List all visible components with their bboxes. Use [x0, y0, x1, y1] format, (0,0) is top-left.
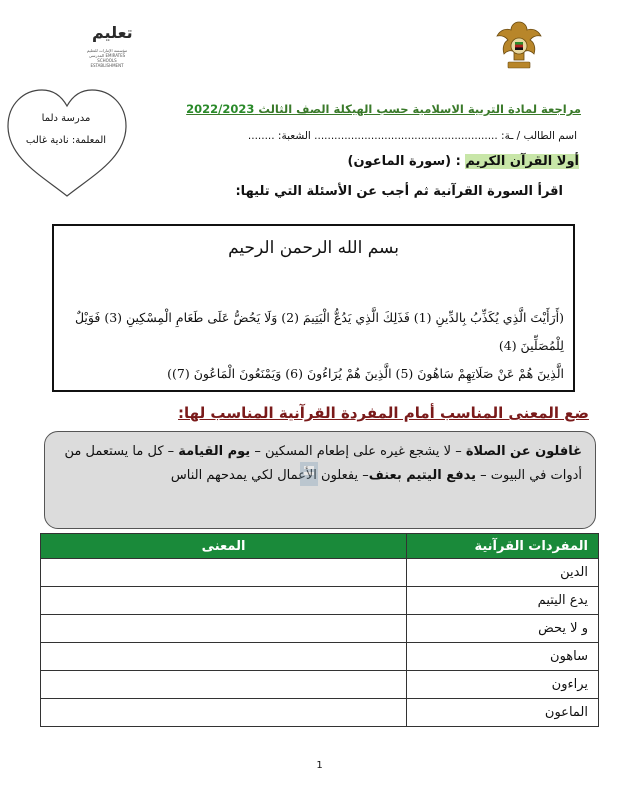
- page-number: 1: [316, 760, 323, 771]
- header-word: المفردات القرآنية: [407, 534, 599, 559]
- bank-item-5: يدفع اليتيم بعنف: [368, 468, 477, 483]
- school-info: [16, 108, 116, 152]
- bank-item-4: – كل ما يستعمل من أدوات في البيوت –: [64, 444, 582, 483]
- bank-item-6: – يفعلون الأعمال لكي يمدحهم الناس: [170, 468, 369, 483]
- table-row: [41, 699, 599, 727]
- logo-subtext: مؤسسة الإمارات للتعليم المدرسي EMIRATES SCHOOLS ESTABLISHMENT: [86, 48, 128, 68]
- table-row: [41, 671, 599, 699]
- word-cell: ساهون: [407, 643, 599, 671]
- word-cell: يراءون: [407, 671, 599, 699]
- section-label: أولا القرآن الكريم: [465, 154, 579, 169]
- word-cell: يدع اليتيم: [407, 587, 599, 615]
- student-name-line: اسم الطالب / ـة: ....................................................... الشعبة: ........: [247, 130, 577, 142]
- table-header-row: [41, 534, 599, 559]
- word-cell: الدين: [407, 559, 599, 587]
- page-title: [186, 102, 581, 116]
- logo-text: تعليم: [92, 23, 133, 42]
- watermark-logo-icon: [290, 458, 390, 518]
- word-cell: و لا يحض: [407, 615, 599, 643]
- surah-name: : (سورة الماعون): [347, 154, 466, 169]
- meaning-cell[interactable]: [41, 559, 407, 587]
- basmala: بسم الله الرحمن الرحيم: [228, 238, 399, 258]
- meaning-cell[interactable]: [41, 699, 407, 727]
- title-year: 2022/2023: [186, 102, 255, 116]
- ministry-logo: [84, 18, 133, 70]
- table-row: [41, 615, 599, 643]
- surah-verses: [64, 304, 564, 388]
- bank-item-2: – لا يشجع غيره على إطعام المسكين –: [250, 444, 466, 459]
- verses-line-1: (أَرَأَيْتَ الَّذِي يُكَذِّبُ بِالدِّينِ (1) فَذَلِكَ الَّذِي يَدُعُّ الْيَتِيمَ (2) وَلَا يَحُضُّ عَلَى طَعَامِ الْمِسْكِينِ (3) فَوَيْلٌ لِلْمُصَلِّينَ (4): [74, 310, 564, 353]
- meaning-cell[interactable]: [41, 671, 407, 699]
- matching-heading: ضع المعنى المناسب أمام المفردة القرآنية المناسب لها:: [178, 404, 589, 422]
- table-row: [41, 559, 599, 587]
- table-row: [41, 587, 599, 615]
- school-name: مدرسة دلما: [41, 113, 91, 124]
- bank-item-3: يوم القيامة: [178, 444, 251, 459]
- word-cell: الماعون: [407, 699, 599, 727]
- table-row: [41, 643, 599, 671]
- meaning-cell[interactable]: [41, 587, 407, 615]
- vocab-table: [40, 533, 599, 727]
- section-heading: [348, 154, 579, 169]
- header-meaning: المعنى: [41, 534, 407, 559]
- meaning-cell[interactable]: [41, 615, 407, 643]
- uae-emblem: [494, 16, 544, 74]
- bank-item-1: غافلون عن الصلاة: [465, 444, 582, 459]
- falcon-emblem-icon: [494, 16, 544, 74]
- instruction-text: اقرأ السورة القرآنية ثم أجب عن الأسئلة التي تليها:: [235, 184, 563, 199]
- meaning-cell[interactable]: [41, 643, 407, 671]
- teacher-name: المعلمة: نادية غالب: [25, 135, 107, 146]
- verses-line-2: الَّذِينَ هُمْ عَنْ صَلَاتِهِمْ سَاهُونَ (5) الَّذِينَ هُمْ يُرَاءُونَ (6) وَيَمْنَعُونَ الْمَاعُونَ (7)): [167, 366, 564, 381]
- title-text: مراجعة لمادة التربية الاسلامية حسب الهيكلة الصف الثالث: [258, 102, 581, 116]
